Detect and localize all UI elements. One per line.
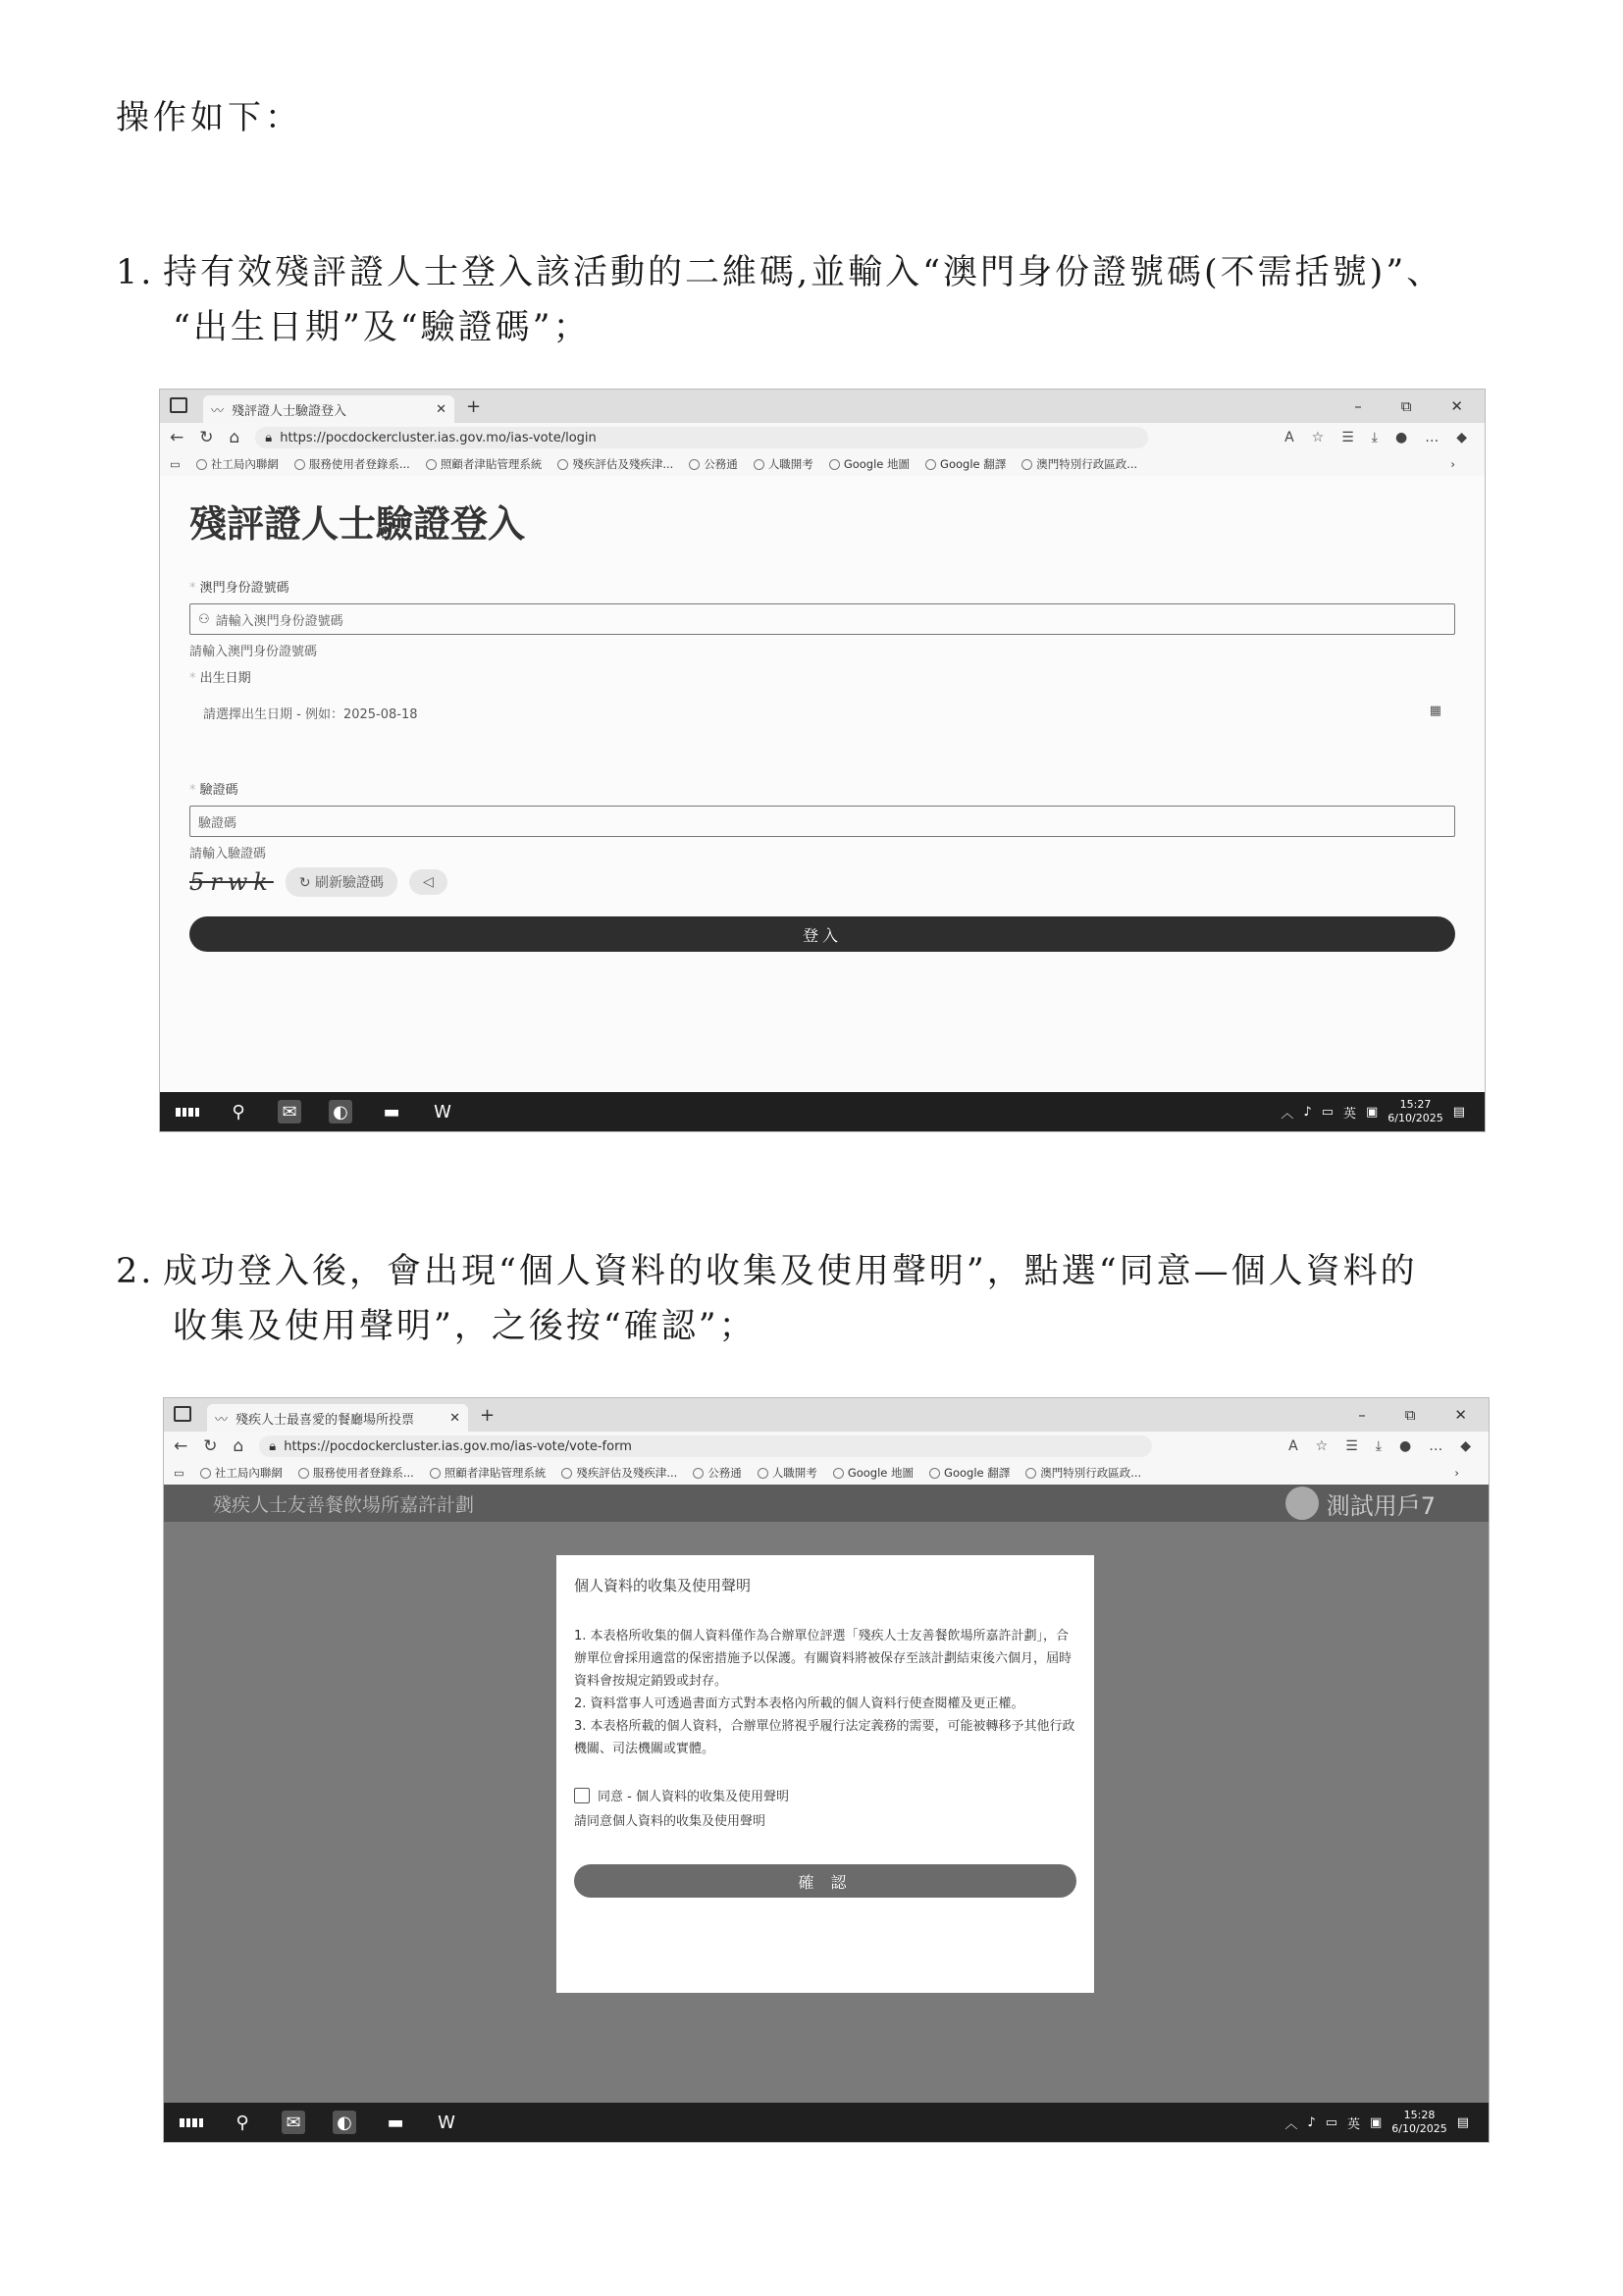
privacy-modal: [556, 1555, 1094, 1993]
step-line: 成功登入後，會出現“個人資料的收集及使用聲明”，點選“同意—個人資料的: [163, 1252, 1418, 1291]
browser-tab[interactable]: [203, 395, 454, 423]
page-title: 殘評證人士驗證登入: [189, 502, 526, 546]
tab-bar: [160, 390, 1485, 423]
refresh-icon[interactable]: ↻: [199, 428, 214, 447]
favorite-item[interactable]: [929, 1465, 1010, 1481]
favorite-label: 社工局內聯網: [214, 1466, 283, 1480]
clock-time: 15:27: [1399, 1098, 1432, 1111]
favorite-label: 公務通: [707, 1466, 742, 1480]
site-icon: [196, 459, 207, 470]
edge-icon[interactable]: ◐: [329, 1100, 352, 1123]
site-icon: [557, 459, 568, 470]
favorites-bar: [164, 1461, 1489, 1486]
more-icon[interactable]: …: [1429, 1438, 1443, 1454]
home-icon[interactable]: ⌂: [233, 1436, 244, 1456]
step-number: 2.: [116, 1252, 155, 1291]
site-icon: [1021, 459, 1032, 470]
favorite-item[interactable]: [754, 456, 813, 472]
captcha-row: [189, 867, 1455, 897]
profile-icon[interactable]: ●: [1399, 1438, 1412, 1454]
id-number-input[interactable]: [189, 603, 1455, 635]
site-icon: [754, 459, 764, 470]
refresh-captcha-button[interactable]: [286, 867, 397, 897]
site-icon: [430, 1468, 441, 1479]
site-icon: [758, 1468, 768, 1479]
favorite-item[interactable]: [925, 456, 1006, 472]
favorite-item[interactable]: [693, 1465, 742, 1481]
copilot-icon[interactable]: ◆: [1460, 1438, 1471, 1454]
ime-icon[interactable]: ▣: [1366, 1104, 1379, 1120]
close-tab-icon[interactable]: ✕: [436, 401, 446, 417]
windows-start-icon[interactable]: [180, 2111, 203, 2134]
back-icon[interactable]: ←: [174, 1436, 188, 1456]
id-placeholder: 請輸入澳門身份證號碼: [215, 613, 343, 629]
favorite-item[interactable]: [426, 456, 543, 472]
header-title: 殘疾人士友善餐飲場所嘉許計劃: [213, 1493, 475, 1516]
lock-icon: 🔒︎: [265, 430, 273, 445]
favorite-item[interactable]: [829, 456, 910, 472]
favorite-item[interactable]: [557, 456, 673, 472]
favorite-star-icon[interactable]: ☆: [1315, 1438, 1329, 1454]
clock-time: 15:28: [1403, 2109, 1436, 2121]
refresh-icon: ↻: [298, 875, 316, 891]
network-icon[interactable]: ▭: [1321, 1104, 1334, 1120]
favorite-star-icon[interactable]: ☆: [1311, 430, 1325, 445]
favorites-bar-icon[interactable]: ▭: [170, 457, 181, 471]
site-icon: [294, 459, 305, 470]
clause-2: 2. 資料當事人可透過書面方式對本表格內所載的個人資料行使查閱權及更正權。: [574, 1696, 1024, 1711]
clause-1: 1. 本表格所收集的個人資料僅作為合辦單位評選「殘疾人士友善餐飲場所嘉許計劃」，合辦單位會採用適當的保密措施予以保護。有關資料將被保存至該計劃結束後六個月，屆時資料會按規定銷毀或封存。: [574, 1629, 1073, 1689]
agree-label: 同意 - 個人資料的收集及使用聲明: [598, 1790, 789, 1804]
word-icon[interactable]: W: [438, 2112, 455, 2133]
url-text: https://pocdockercluster.ias.gov.mo/ias-vote/login: [280, 430, 597, 445]
site-icon: [298, 1468, 309, 1479]
tab-title: 殘評證人士驗證登入: [232, 403, 347, 419]
file-explorer-icon[interactable]: ▬: [383, 1101, 400, 1122]
site-icon: [426, 459, 437, 470]
word-icon[interactable]: W: [434, 1101, 451, 1122]
clock-date: 6/10/2025: [1387, 1112, 1443, 1124]
audio-captcha-button[interactable]: [409, 869, 447, 895]
taskbar: [164, 2103, 1489, 2142]
favorite-label: 服務使用者登錄系...: [308, 457, 410, 471]
favorite-item[interactable]: [200, 1465, 283, 1481]
browser-tab[interactable]: [207, 1404, 468, 1432]
favorite-item[interactable]: [758, 1465, 817, 1481]
outlook-icon[interactable]: ✉: [282, 2111, 305, 2134]
refresh-label: 刷新驗證碼: [315, 875, 385, 891]
map-pin-icon: [833, 1468, 844, 1479]
chevron-right-icon[interactable]: ›: [1454, 1466, 1459, 1480]
site-icon: [561, 1468, 572, 1479]
favorite-item[interactable]: [430, 1465, 547, 1481]
favorite-item[interactable]: [689, 456, 738, 472]
more-icon[interactable]: …: [1425, 430, 1440, 445]
favorites-bar: [160, 452, 1485, 477]
new-tab-icon[interactable]: +: [466, 395, 482, 417]
site-icon: [693, 1468, 704, 1479]
id-hint: 請輸入澳門身份證號碼: [189, 645, 318, 659]
favorite-item[interactable]: [561, 1465, 677, 1481]
tab-actions-icon[interactable]: [170, 397, 187, 413]
id-label: * 澳門身份證號碼: [189, 577, 1455, 596]
restore-icon[interactable]: ⧉: [1400, 397, 1412, 415]
close-tab-icon[interactable]: ✕: [449, 1410, 460, 1426]
favorite-label: 澳門特別行政區政...: [1036, 457, 1138, 471]
login-page: [160, 476, 1485, 1092]
search-icon[interactable]: ⚲: [236, 2112, 249, 2133]
url-field[interactable]: [255, 427, 1148, 448]
read-aloud-icon[interactable]: A: [1288, 1438, 1298, 1454]
modal-title: 個人資料的收集及使用聲明: [574, 1577, 752, 1594]
home-icon[interactable]: ⌂: [229, 428, 240, 447]
favorite-label: 人職開考: [771, 1466, 817, 1480]
favorite-item[interactable]: [1025, 1465, 1141, 1481]
dob-placeholder: 請選擇出生日期 - 例如：2025-08-18: [203, 707, 418, 722]
downloads-icon[interactable]: ⤓: [1375, 1438, 1382, 1454]
favorite-item[interactable]: [833, 1465, 914, 1481]
map-pin-icon: [829, 459, 840, 470]
browser-tools: [1288, 1438, 1489, 1454]
favorite-label: 人職開考: [767, 457, 813, 471]
favorites-icon[interactable]: ☰: [1341, 430, 1354, 445]
intro-text: 操作如下：: [116, 98, 302, 137]
file-explorer-icon[interactable]: ▬: [387, 2112, 404, 2133]
captcha-placeholder: 驗證碼: [198, 815, 237, 831]
site-icon: 〰: [211, 403, 225, 419]
favorite-item[interactable]: [294, 456, 410, 472]
ime-icon[interactable]: ▣: [1370, 2114, 1383, 2130]
favorite-label: Google 翻譯: [944, 1466, 1011, 1480]
step-line: 持有效殘評證人士登入該活動的二維碼,並輸入“澳門身份證號碼(不需括號)”、: [163, 253, 1444, 292]
dob-label: * 出生日期: [189, 667, 1455, 686]
search-icon[interactable]: ⚲: [232, 1101, 245, 1122]
volume-icon[interactable]: ♪: [1307, 2114, 1316, 2130]
browser-tools: [1284, 430, 1485, 445]
downloads-icon[interactable]: ⤓: [1371, 430, 1378, 445]
step-line: 收集及使用聲明”，之後按“確認”；: [173, 1307, 757, 1346]
login-label: 登入: [802, 925, 842, 945]
chevron-up-icon[interactable]: ︿: [1284, 2116, 1298, 2132]
tab-actions-icon[interactable]: [174, 1406, 191, 1422]
dob-input[interactable]: [189, 686, 1455, 771]
vote-page: [164, 1485, 1489, 2103]
favorite-label: 殘疾評估及殘疾津...: [572, 457, 674, 471]
new-tab-icon[interactable]: +: [480, 1404, 496, 1426]
step-number: 1.: [116, 253, 155, 292]
notification-icon[interactable]: ▤: [1452, 1104, 1465, 1120]
agree-checkbox[interactable]: [574, 1788, 590, 1803]
favorite-item[interactable]: [196, 456, 279, 472]
favorites-icon[interactable]: ☰: [1345, 1438, 1358, 1454]
user-name: 測試用戶7: [1326, 1491, 1436, 1520]
user-icon: ⚇: [198, 611, 210, 627]
clock-date: 6/10/2025: [1391, 2122, 1447, 2135]
favorite-label: 殘疾評估及殘疾津...: [576, 1466, 678, 1480]
notification-icon[interactable]: ▤: [1456, 2114, 1469, 2130]
favorite-label: 澳門特別行政區政...: [1040, 1466, 1142, 1480]
favorite-item[interactable]: [298, 1465, 414, 1481]
captcha-hint: 請輸入驗證碼: [189, 847, 267, 861]
captcha-image: 5rwk: [189, 868, 274, 896]
chevron-right-icon[interactable]: ›: [1450, 457, 1455, 471]
site-icon: [200, 1468, 211, 1479]
windows-start-icon[interactable]: [176, 1100, 199, 1123]
agree-checkbox-row[interactable]: [574, 1786, 1076, 1804]
avatar: [1285, 1487, 1319, 1520]
address-bar-row: [160, 423, 1485, 452]
vote-header: [164, 1485, 1489, 1522]
favorite-label: 社工局內聯網: [210, 457, 279, 471]
step-1: [116, 245, 1548, 355]
site-icon: 〰: [215, 1412, 229, 1428]
lock-icon: 🔒︎: [269, 1438, 277, 1454]
calendar-icon[interactable]: ▦: [1429, 704, 1441, 718]
login-button[interactable]: [189, 916, 1455, 952]
refresh-icon[interactable]: ↻: [203, 1436, 218, 1456]
input-language[interactable]: 英: [1346, 2116, 1360, 2132]
read-aloud-icon[interactable]: A: [1284, 430, 1294, 445]
favorite-label: 公務通: [704, 457, 738, 471]
outlook-icon[interactable]: ✉: [278, 1100, 301, 1123]
favorite-label: 照顧者津貼管理系統: [440, 457, 543, 471]
network-icon[interactable]: ▭: [1325, 2114, 1337, 2130]
minimize-icon[interactable]: –: [1358, 1406, 1366, 1424]
close-window-icon[interactable]: ✕: [1454, 1406, 1467, 1424]
copilot-icon[interactable]: ◆: [1456, 430, 1467, 445]
confirm-label: 確 認: [798, 1872, 853, 1892]
url-text: https://pocdockercluster.ias.gov.mo/ias-vote/vote-form: [284, 1438, 632, 1454]
captcha-label: * 驗證碼: [189, 779, 1455, 798]
restore-icon[interactable]: ⧉: [1404, 1406, 1416, 1424]
tab-bar: [164, 1398, 1489, 1432]
speaker-icon: ◁: [423, 874, 434, 890]
taskbar: [160, 1092, 1485, 1131]
input-language[interactable]: 英: [1342, 1106, 1356, 1122]
taskbar-apps: [164, 2111, 458, 2134]
search-icon: [929, 1468, 940, 1479]
system-tray: [1284, 2109, 1489, 2136]
favorite-label: 服務使用者登錄系...: [312, 1466, 414, 1480]
consent-screenshot: [163, 1397, 1490, 2143]
favorite-item[interactable]: [1021, 456, 1137, 472]
taskbar-apps: [160, 1100, 454, 1123]
system-tray: [1281, 1098, 1485, 1125]
clock[interactable]: [1391, 2109, 1446, 2136]
site-icon: [689, 459, 700, 470]
clause-3: 3. 本表格所載的個人資料，合辦單位將視乎履行法定義務的需要，可能被轉移予其他行政機關、司法機關或實體。: [574, 1719, 1075, 1756]
agree-hint: 請同意個人資料的收集及使用聲明: [574, 1814, 766, 1829]
profile-icon[interactable]: ●: [1395, 430, 1408, 445]
window-controls: [1354, 397, 1485, 415]
chevron-up-icon[interactable]: ︿: [1281, 1106, 1294, 1122]
favorites-bar-icon[interactable]: ▭: [174, 1466, 184, 1480]
site-icon: [1025, 1468, 1036, 1479]
url-field[interactable]: [259, 1435, 1152, 1457]
favorite-label: 照顧者津貼管理系統: [444, 1466, 547, 1480]
clock[interactable]: [1387, 1098, 1442, 1125]
address-bar-row: [164, 1432, 1489, 1461]
minimize-icon[interactable]: –: [1354, 397, 1362, 415]
search-icon: [925, 459, 936, 470]
volume-icon[interactable]: ♪: [1303, 1104, 1312, 1120]
favorite-label: Google 地圖: [847, 1466, 915, 1480]
confirm-button[interactable]: [574, 1864, 1076, 1898]
close-window-icon[interactable]: ✕: [1450, 397, 1463, 415]
step-2: [116, 1244, 1548, 1354]
tab-title: 殘疾人士最喜愛的餐廳場所投票: [236, 1412, 415, 1428]
favorite-label: Google 翻譯: [940, 457, 1007, 471]
step-line: “出生日期”及“驗證碼”；: [173, 308, 591, 347]
user-chip[interactable]: [1285, 1487, 1436, 1521]
favorite-label: Google 地圖: [843, 457, 911, 471]
back-icon[interactable]: ←: [170, 428, 184, 447]
edge-icon[interactable]: ◐: [333, 2111, 356, 2134]
captcha-input[interactable]: [189, 806, 1455, 837]
login-screenshot: [159, 389, 1486, 1132]
window-controls: [1358, 1406, 1489, 1424]
